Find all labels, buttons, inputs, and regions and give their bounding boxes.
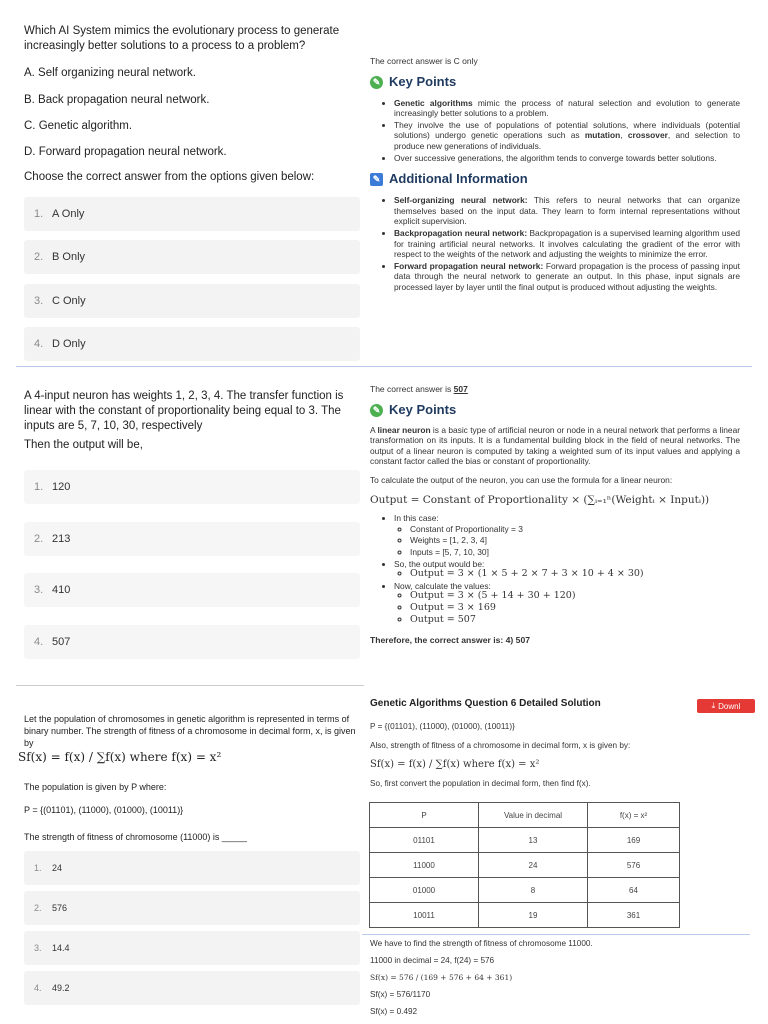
key-icon: ✎: [370, 76, 383, 89]
key-points-title: Key Points: [389, 401, 457, 417]
answer-line: The correct answer is 507: [370, 384, 468, 394]
q1-choice-c: C. Genetic algorithm.: [24, 120, 133, 132]
q1-option-1[interactable]: [24, 197, 360, 231]
option-number: 2.: [34, 903, 42, 913]
download-icon: ⤓: [711, 701, 716, 710]
q3-option-3[interactable]: [24, 931, 360, 965]
list-item: • Self-organizing neural network: This refers to neural networks that can organize themselves based on the input data. They learn to form internal representations without explicit supervision.: [394, 195, 740, 227]
q3-option-1[interactable]: [24, 851, 360, 885]
q3-option-2[interactable]: [24, 891, 360, 925]
calc-list: [370, 513, 740, 625]
convert-line: So, first convert the population in decimal form, then find f(x).: [370, 779, 591, 788]
table-cell: 169: [588, 828, 680, 853]
q2-option-4[interactable]: [24, 625, 360, 659]
key-points-heading: [370, 73, 740, 89]
table-row: [370, 903, 680, 928]
table-header: Value in decimal: [479, 803, 588, 828]
linear-neuron-paragraph: A linear neuron is a basic type of artificial neuron or node in a neural network that performs a linear transformation on its inputs. It is a fundamental building block in the field of neural networks. The output of a linear neuron is computed by taking a weighted sum of its input values and applying a constant factor called the bias or constant of proportionality.: [370, 424, 741, 467]
option-label: 24: [52, 863, 63, 873]
option-label: 213: [52, 533, 71, 545]
find-line: We have to find the strength of fitness of chromosome 11000.: [370, 939, 593, 948]
section-divider: [16, 366, 752, 367]
q2-option-3[interactable]: [24, 573, 360, 607]
section-divider: [362, 934, 750, 935]
q3-formula: Sf(x) = f(x) / ∑f(x) where f(x) = x²: [18, 750, 222, 764]
option-number: 4.: [34, 983, 42, 993]
option-label: 410: [52, 584, 71, 596]
answer-value: 507: [453, 384, 468, 394]
option-label: 14.4: [52, 943, 70, 953]
q2-question: A 4-input neuron has weights 1, 2, 3, 4. The transfer function is linear with the constant of proportionality being equal to 3. The inputs are 5, 7, 10, 30, respectively: [24, 390, 344, 432]
table-cell: 01101: [370, 828, 479, 853]
list-item: • Forward propagation neural network: Forward propagation is the process of passing input data through the neural network to generate an output. In this phase, input signals are processed layer by layer until the final output is produced without adjusting the weights.: [394, 261, 740, 293]
option-label: B Only: [52, 251, 86, 263]
q3-ask: The strength of fitness of chromosome (11000) is _____: [24, 832, 247, 842]
formula: Output = Constant of Proportionality × (∑ᵢ₌₁ⁿ(Weightᵢ × Inputᵢ)): [370, 493, 710, 506]
q1-instruction: Choose the correct answer from the options given below:: [24, 171, 315, 183]
q2-solution: [370, 384, 740, 646]
population-table: [369, 802, 680, 928]
list-item: ◦ Output = 3 × 169: [410, 603, 740, 614]
list-item: • They involve the use of populations of potential solutions, where individuals (potential solutions) undergo genetic operations such as mutation, crossover, and selection to produce new generations of individuals.: [394, 120, 740, 152]
list-item: ◦ Output = 3 × (5 + 14 + 30 + 120): [410, 591, 740, 602]
table-row: [370, 878, 680, 903]
sf-formula: Sf(x) = f(x) / ∑f(x) where f(x) = x²: [370, 759, 540, 770]
q3-option-4[interactable]: [24, 971, 360, 1005]
download-label: Downl: [718, 701, 741, 711]
option-label: 120: [52, 481, 71, 493]
q3-solution-tail: [370, 939, 755, 1017]
q2-option-2[interactable]: [24, 522, 360, 556]
list-item: • Genetic algorithms mimic the process of natural selection and evolution to generate increasingly better solutions to a problem.: [394, 98, 740, 119]
also-line: Also, strength of fitness of a chromosome in decimal form, x is given by:: [370, 741, 631, 750]
option-number: 2.: [34, 533, 44, 545]
conclusion: Therefore, the correct answer is: 4) 507: [370, 635, 531, 646]
table-cell: 24: [479, 853, 588, 878]
option-number: 3.: [34, 295, 44, 307]
list-item: • Over successive generations, the algorithm tends to converge towards better solutions.: [394, 153, 740, 164]
option-number: 3.: [34, 943, 42, 953]
option-label: D Only: [52, 338, 86, 350]
q1-option-3[interactable]: [24, 284, 360, 318]
decimal-line: 11000 in decimal = 24, f(24) = 576: [370, 956, 495, 965]
additional-info-heading: [370, 173, 740, 186]
list-item: • So, the output would be: ◦ Output = 3 × (1 × 5 + 2 × 7 + 3 × 10 + 4 × 30): [394, 559, 740, 580]
list-item: ◦ Output = 507: [410, 615, 740, 626]
sf-result-1: Sf(x) = 576/1170: [370, 990, 431, 999]
table-cell: 01000: [370, 878, 479, 903]
q2-then: Then the output will be,: [24, 439, 143, 451]
sf-result-2: Sf(x) = 0.492: [370, 1007, 418, 1016]
note-icon: ✎: [370, 173, 383, 186]
table-header: f(x) = x²: [588, 803, 680, 828]
q3-solution-title: Genetic Algorithms Question 6 Detailed Solution: [370, 698, 601, 709]
option-number: 2.: [34, 251, 44, 263]
q2-option-1[interactable]: [24, 470, 360, 504]
q1-question: Which AI System mimics the evolutionary process to generate increasingly better solutions to a process to a problem?: [24, 25, 340, 52]
list-item: • Now, calculate the values: ◦ Output = 3 × (5 + 14 + 30 + 120) ◦ Output = 3 × 169 ◦ Output = 507: [394, 581, 740, 625]
list-item: ◦ Constant of Proportionality = 3: [410, 524, 740, 535]
download-button[interactable]: [697, 699, 755, 713]
table-row: [370, 853, 680, 878]
section-divider: [16, 685, 364, 686]
option-label: C Only: [52, 295, 86, 307]
list-item: ◦ Output = 3 × (1 × 5 + 2 × 7 + 3 × 10 + 4 × 30): [410, 569, 740, 580]
q1-option-4[interactable]: [24, 327, 360, 361]
list-item: ◦ Weights = [1, 2, 3, 4]: [410, 535, 740, 546]
table-cell: 19: [479, 903, 588, 928]
q1-solution: [370, 56, 740, 294]
q1-choice-d: D. Forward propagation neural network.: [24, 146, 227, 158]
q3-population-intro: The population is given by P where:: [24, 782, 167, 792]
key-points-title: Key Points: [389, 73, 457, 89]
list-item: • Backpropagation neural network: Backpropagation is a supervised learning algorithm used for training artificial neural networks. It involves calculating the gradient of the error with respect to the weights of the network and adjusting the weights to minimize the error.: [394, 228, 740, 260]
option-label: A Only: [52, 208, 85, 220]
additional-info-list: [370, 195, 740, 292]
table-cell: 10011: [370, 903, 479, 928]
option-label: 507: [52, 636, 71, 648]
option-number: 1.: [34, 863, 42, 873]
table-cell: 11000: [370, 853, 479, 878]
option-number: 3.: [34, 584, 44, 596]
table-cell: 8: [479, 878, 588, 903]
option-number: 1.: [34, 208, 44, 220]
key-points-list: [370, 98, 740, 164]
key-points-heading: [370, 401, 740, 417]
table-cell: 64: [588, 878, 680, 903]
list-item: • In this case: ◦ Constant of Proportionality = 3 ◦ Weights = [1, 2, 3, 4] ◦ Inputs = [5, 7, 10, 30]: [394, 513, 740, 557]
answer-line: The correct answer is C only: [370, 56, 478, 66]
p-line: P = {(01101), (11000), (01000), (10011)}: [370, 722, 515, 731]
key-icon: ✎: [370, 404, 383, 417]
table-row: [370, 828, 680, 853]
calc-intro: To calculate the output of the neuron, you can use the formula for a linear neuron:: [370, 474, 673, 485]
q3-population: P = {(01101), (11000), (01000), (10011)}: [24, 805, 184, 815]
option-number: 1.: [34, 481, 44, 493]
q1-choice-a: A. Self organizing neural network.: [24, 67, 196, 79]
option-label: 49.2: [52, 983, 70, 993]
table-cell: 13: [479, 828, 588, 853]
option-label: 576: [52, 903, 68, 913]
sf-calc: Sf(x) = 576 / (169 + 576 + 64 + 361): [370, 973, 513, 982]
option-number: 4.: [34, 338, 44, 350]
additional-info-title: Additional Information: [389, 171, 528, 187]
table-cell: 576: [588, 853, 680, 878]
option-number: 4.: [34, 636, 44, 648]
q1-option-2[interactable]: [24, 240, 360, 274]
q1-choice-b: B. Back propagation neural network.: [24, 94, 210, 106]
table-header-row: [370, 803, 680, 828]
q3-question: Let the population of chromosomes in genetic algorithm is represented in terms of binary number. The strength of fitness of a chromosome in decimal form, x, is given by: [24, 714, 356, 748]
table-header: P: [370, 803, 479, 828]
q3-solution: [370, 722, 755, 789]
table-cell: 361: [588, 903, 680, 928]
list-item: ◦ Inputs = [5, 7, 10, 30]: [410, 547, 740, 558]
